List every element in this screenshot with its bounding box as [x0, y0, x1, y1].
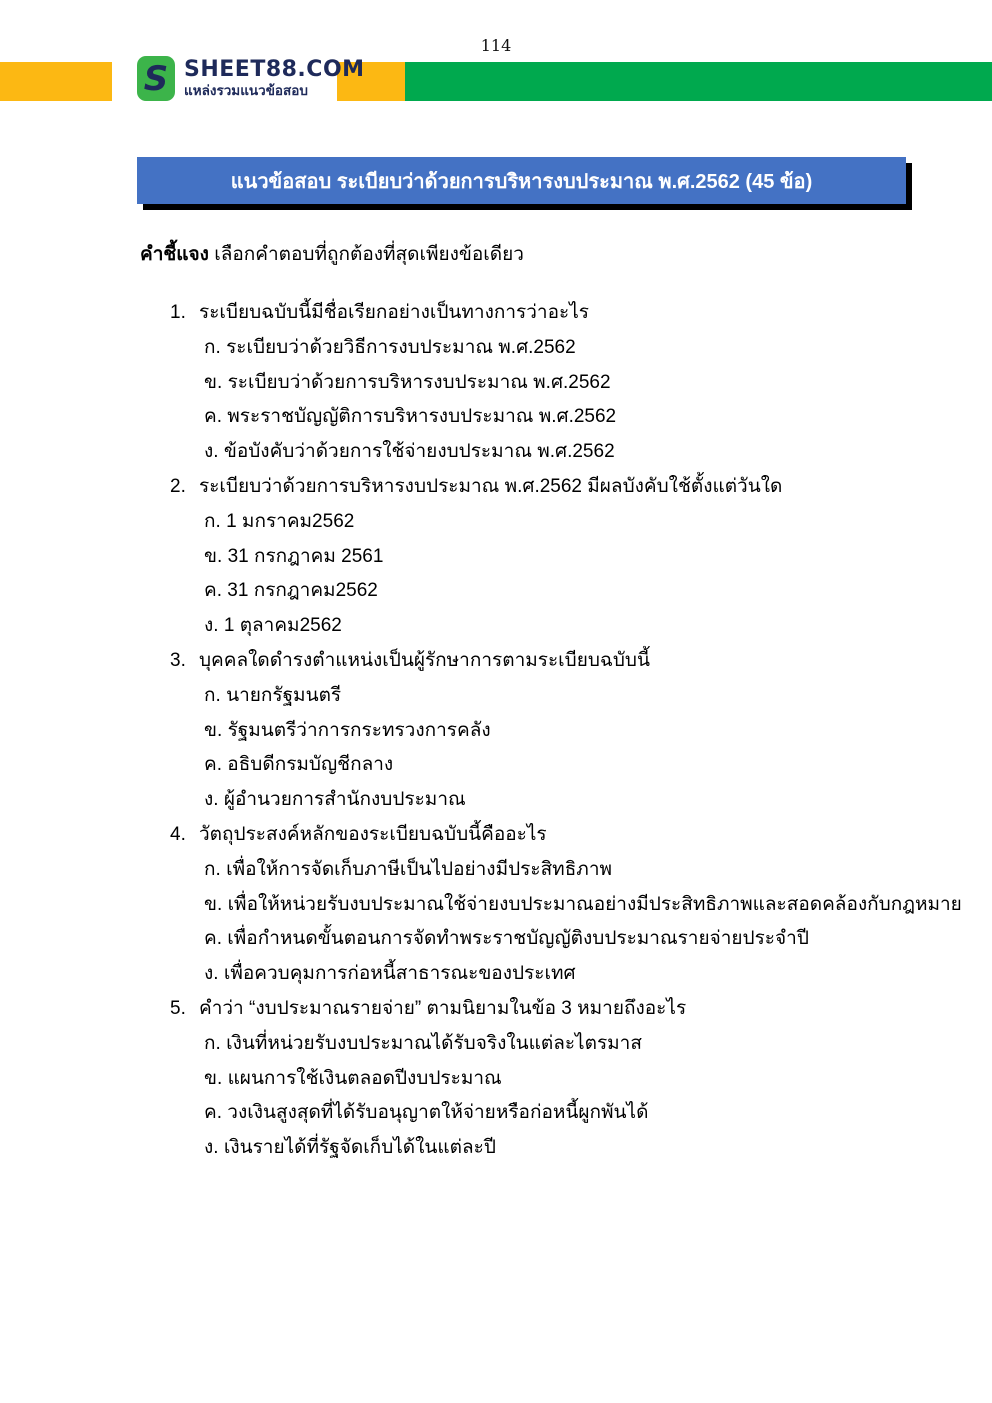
option-text: เพื่อให้การจัดเก็บภาษีเป็นไปอย่างมีประสิทธิภาพ: [226, 858, 613, 880]
question-4-option-b: [170, 888, 962, 923]
question-1-option-b: [170, 366, 950, 401]
option-text: รัฐมนตรีว่าการกระทรวงการคลัง: [227, 719, 491, 741]
option-label: ก.: [204, 510, 221, 532]
question-5-option-c: [170, 1096, 950, 1131]
option-text: อธิบดีกรมบัญชีกลาง: [227, 754, 394, 776]
question-1-option-c: [170, 400, 950, 435]
question-number: 4.: [170, 823, 186, 845]
option-text: เพื่อกำหนดขั้นตอนการจัดทำพระราชบัญญัติงบประมาณรายจ่ายประจำปี: [227, 928, 809, 950]
header-band-yellow-left: [0, 62, 112, 101]
page-number: 114: [480, 36, 512, 55]
question-1: [170, 296, 950, 331]
option-text: 31 กรกฎาคม2562: [227, 580, 378, 602]
brand-tagline: แหล่งรวมแนวข้อสอบ: [184, 83, 308, 98]
option-label: ค.: [204, 580, 222, 602]
option-text: 1 มกราคม2562: [226, 510, 355, 532]
instructions-line: [140, 239, 524, 269]
option-label: ก.: [204, 1032, 221, 1054]
exam-title-banner: [137, 157, 906, 204]
option-text: 31 กรกฎาคม 2561: [227, 545, 384, 567]
question-3-option-d: [170, 783, 950, 818]
question-number: 2.: [170, 475, 186, 497]
question-2-option-d: [170, 609, 950, 644]
question-text: บุคคลใดดำรงตำแหน่งเป็นผู้รักษาการตามระเบียบฉบับนี้: [199, 649, 650, 671]
option-text: วงเงินสูงสุดที่ได้รับอนุญาตให้จ่ายหรือก่อหนี้ผูกพันได้: [227, 1102, 649, 1124]
brand-logo-text: [184, 58, 365, 99]
question-5-option-a: [170, 1027, 950, 1062]
question-2-option-b: [170, 540, 950, 575]
option-label: ก.: [204, 684, 221, 706]
option-text: พระราชบัญญัติการบริหารงบประมาณ พ.ศ.2562: [227, 406, 617, 428]
option-text: ระเบียบว่าด้วยวิธีการงบประมาณ พ.ศ.2562: [226, 336, 576, 358]
question-4: [170, 818, 950, 853]
question-number: 3.: [170, 649, 186, 671]
option-label: ข.: [204, 719, 223, 741]
question-4-option-a: [170, 853, 950, 888]
question-3-option-c: [170, 748, 950, 783]
option-text: แผนการใช้เงินตลอดปีงบประมาณ: [227, 1067, 502, 1089]
option-text: 1 ตุลาคม2562: [223, 615, 342, 637]
question-text: คำว่า “งบประมาณรายจ่าย” ตามนิยามในข้อ 3 หมายถึงอะไร: [199, 997, 687, 1019]
question-text: วัตถุประสงค์หลักของระเบียบฉบับนี้คืออะไร: [199, 823, 547, 845]
question-3: [170, 644, 950, 679]
option-label: ค.: [204, 1102, 222, 1124]
option-label: ข.: [204, 1067, 223, 1089]
option-label: ข.: [204, 545, 223, 567]
option-text: นายกรัฐมนตรี: [226, 684, 342, 706]
option-label: ค.: [204, 406, 222, 428]
option-label: ก.: [204, 336, 221, 358]
question-5-option-b: [170, 1062, 950, 1097]
option-text: ผู้อำนวยการสำนักงบประมาณ: [223, 789, 466, 811]
header-band-green: [405, 62, 992, 101]
question-number: 1.: [170, 302, 186, 323]
question-3-option-b: [170, 714, 950, 749]
question-4-option-c: [170, 922, 950, 957]
option-text: เงินรายได้ที่รัฐจัดเก็บได้ในแต่ละปี: [223, 1137, 496, 1159]
brand-name: SHEET88.COM: [184, 57, 365, 82]
option-label: ง.: [204, 1137, 219, 1159]
option-text: เงินที่หน่วยรับงบประมาณได้รับจริงในแต่ละไตรมาส: [226, 1032, 642, 1054]
question-3-option-a: [170, 679, 950, 714]
question-5-option-d: [170, 1131, 950, 1166]
option-label: ง.: [204, 441, 219, 463]
question-1-option-d: [170, 435, 950, 470]
question-text: ระเบียบว่าด้วยการบริหารงบประมาณ พ.ศ.2562 มีผลบังคับใช้ตั้งแต่วันใด: [199, 475, 783, 497]
option-text: เพื่อควบคุมการก่อหนี้สาธารณะของประเทศ: [223, 963, 576, 985]
sheet88-logo-icon: S: [137, 56, 175, 101]
option-label: ก.: [204, 858, 221, 880]
option-label: ง.: [204, 615, 219, 637]
question-4-option-d: [170, 957, 950, 992]
option-text: ข้อบังคับว่าด้วยการใช้จ่ายงบประมาณ พ.ศ.2562: [223, 441, 615, 463]
brand-logo: [137, 56, 365, 101]
instructions-label: คำชี้แจง: [140, 244, 209, 265]
option-label: ข.: [204, 371, 223, 393]
option-label: ข.: [204, 893, 223, 915]
exam-title: แนวข้อสอบ ระเบียบว่าด้วยการบริหารงบประมาณ พ.ศ.2562 (45 ข้อ): [230, 170, 813, 193]
option-label: ค.: [204, 928, 222, 950]
question-number: 5.: [170, 997, 186, 1019]
question-5: [170, 992, 950, 1027]
instructions-text: เลือกคำตอบที่ถูกต้องที่สุดเพียงข้อเดียว: [214, 244, 524, 265]
option-text: ระเบียบว่าด้วยการบริหารงบประมาณ พ.ศ.2562: [227, 371, 611, 393]
question-list: [170, 296, 962, 1166]
question-2: [170, 470, 950, 505]
option-label: ค.: [204, 754, 222, 776]
option-text: เพื่อให้หน่วยรับงบประมาณใช้จ่ายงบประมาณอย่างมีประสิทธิภาพและสอดคล้องกับกฎหมาย: [227, 893, 962, 915]
question-2-option-a: [170, 505, 950, 540]
option-label: ง.: [204, 789, 219, 811]
question-2-option-c: [170, 574, 950, 609]
question-1-option-a: [170, 331, 950, 366]
question-text: ระเบียบฉบับนี้มีชื่อเรียกอย่างเป็นทางการว่าอะไร: [199, 302, 589, 323]
option-label: ง.: [204, 963, 219, 985]
